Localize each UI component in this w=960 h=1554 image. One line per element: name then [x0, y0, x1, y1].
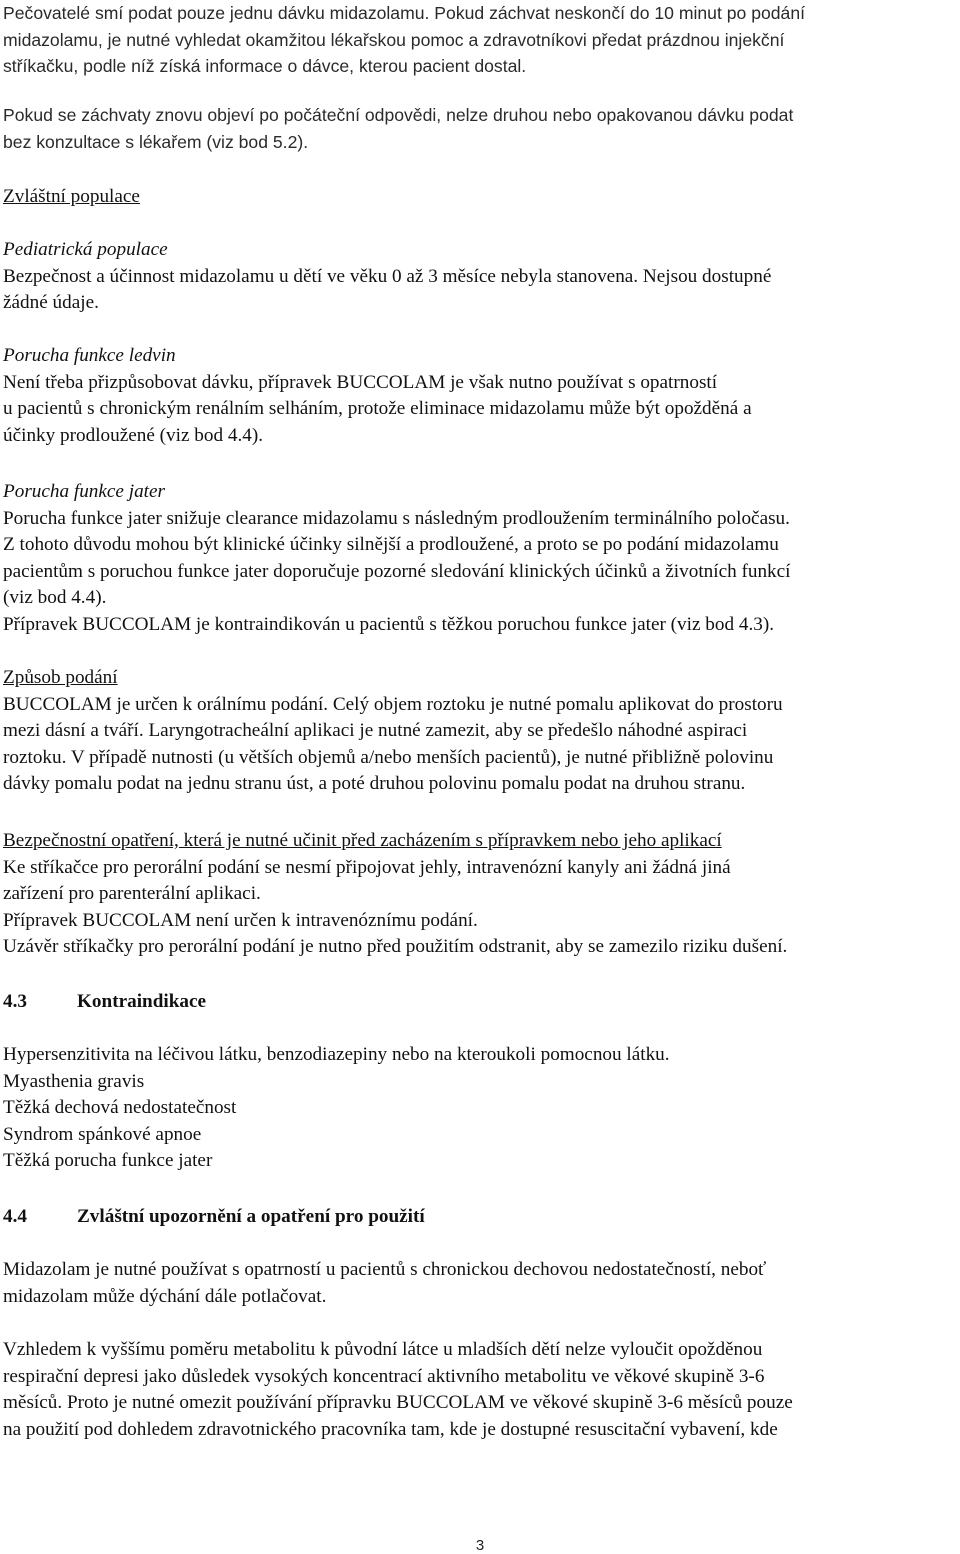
text-line: Není třeba přizpůsobovat dávku, přípravek BUCCOLAM je však nutno používat s opatrností	[3, 371, 718, 393]
warning-paragraph-1	[3, 1257, 766, 1310]
section-number: 4.3	[3, 991, 27, 1012]
text-line: u pacientů s chronickým renálním selháním, protože eliminace midazolamu může být opožděná a	[3, 398, 752, 419]
text-line: Bezpečnost a účinnost midazolamu u dětí ve věku 0 až 3 měsíce nebyla stanovena. Nejsou dostupné	[3, 265, 772, 287]
pediatric-section	[3, 237, 771, 317]
text-line: zařízení pro parenterální aplikaci.	[3, 883, 261, 904]
text-line: midazolam může dýchání dále potlačovat.	[3, 1285, 327, 1307]
text-line: stříkačku, podle níž získá informace o dávce, kterou pacient dostal.	[3, 56, 527, 76]
text-line: Přípravek BUCCOLAM není určen k intravenóznímu podání.	[3, 909, 478, 931]
list-item: Hypersenzitivita na léčivou látku, benzodiazepiny nebo na kteroukoli pomocnou látku.	[3, 1044, 670, 1065]
section-title: Kontraindikace	[77, 991, 206, 1012]
list-item: Myasthenia gravis	[3, 1070, 145, 1092]
administration-heading: Způsob podání	[3, 667, 118, 688]
text-line: (viz bod 4.4).	[3, 587, 107, 608]
text-line: mezi dásní a tváří. Laryngotracheální aplikaci je nutné zamezit, aby se předešlo náhodné aspiraci	[3, 720, 748, 741]
text-line: na použití pod dohledem zdravotnického pracovníka tam, kde je dostupné resuscitační vybavení, kde	[3, 1418, 778, 1440]
text-line: midazolamu, je nutné vyhledat okamžitou lékařskou pomoc a zdravotníkovi předat prázdnou injekční	[3, 29, 785, 50]
text-line: měsíců. Proto je nutné omezit používání přípravku BUCCOLAM ve věkové skupině 3-6 měsíců pouze	[3, 1392, 793, 1413]
text-line: Přípravek BUCCOLAM je kontraindikován u pacientů s těžkou poruchou funkce jater (viz bod 4.3).	[3, 613, 775, 635]
text-line: Pokud se záchvaty znovu objeví po počáteční odpovědi, nelze druhou nebo opakovanou dávku podat	[3, 105, 794, 125]
pediatric-subheading: Pediatrická populace	[3, 239, 168, 260]
precautions-heading: Bezpečnostní opatření, která je nutné učinit před zacházením s přípravkem nebo jeho aplikací	[3, 830, 722, 851]
text-line: Midazolam je nutné používat s opatrností u pacientů s chronickou dechovou nedostatečností, neboť	[3, 1259, 767, 1280]
intro-paragraph-2	[3, 102, 793, 155]
list-item: Těžká porucha funkce jater	[3, 1150, 213, 1171]
list-item: Syndrom spánkové apnoe	[3, 1123, 202, 1145]
text-line: dávky pomalu podat na jednu stranu úst, a poté druhou polovinu pomalu podat na druhou stranu.	[3, 773, 746, 794]
section-4-4-heading	[3, 1204, 425, 1231]
text-line: roztoku. V případě nutnosti (u větších objemů a/nebo menších pacientů), je nutné přibližně polovinu	[3, 746, 774, 768]
text-line: Ke stříkačce pro perorální podání se nesmí připojovat jehly, intravenózní kanyly ani žádná jiná	[3, 856, 731, 878]
page-number: 3	[475, 1537, 485, 1554]
text-line: žádné údaje.	[3, 292, 99, 313]
section-number: 4.4	[3, 1206, 27, 1227]
renal-subheading: Porucha funkce ledvin	[3, 345, 176, 366]
text-line: respirační depresi jako důsledek vysokých koncentrací aktivního metabolitu ve věkové skupině 3-6	[3, 1365, 765, 1387]
section-title: Zvláštní upozornění a opatření pro použití	[77, 1206, 425, 1227]
hepatic-section	[3, 479, 791, 638]
intro-paragraph-1	[3, 0, 805, 80]
administration-section	[3, 665, 783, 798]
text-line: Vzhledem k vyššímu poměru metabolitu k původní látce u mladších dětí nelze vyloučit opožděnou	[3, 1339, 763, 1360]
text-line: Pečovatelé smí podat pouze jednu dávku midazolamu. Pokud záchvat neskončí do 10 minut po podání	[3, 3, 806, 23]
contraindications-list	[3, 1042, 670, 1175]
renal-section	[3, 343, 752, 449]
text-line: Uzávěr stříkačky pro perorální podání je nutno před použitím odstranit, aby se zamezilo riziku dušení.	[3, 936, 788, 957]
section-4-3-heading	[3, 989, 206, 1016]
text-line: Z tohoto důvodu mohou být klinické účinky silnější a prodloužené, a proto se po podání midazolamu	[3, 534, 779, 555]
text-line: Porucha funkce jater snižuje clearance midazolamu s následným prodloužením terminálního poločasu.	[3, 507, 790, 529]
text-line: bez konzultace s lékařem (viz bod 5.2).	[3, 131, 309, 152]
hepatic-subheading: Porucha funkce jater	[3, 481, 165, 502]
warning-paragraph-2	[3, 1337, 793, 1443]
text-line: BUCCOLAM je určen k orálnímu podání. Celý objem roztoku je nutné pomalu aplikovat do prostoru	[3, 693, 783, 715]
text-line: pacientům s poruchou funkce jater doporučuje pozorné sledování klinických účinků a životních funkcí	[3, 560, 791, 582]
list-item: Těžká dechová nedostatečnost	[3, 1097, 237, 1118]
special-populations-heading: Zvláštní populace	[3, 186, 140, 207]
precautions-section	[3, 828, 787, 961]
text-line: účinky prodloužené (viz bod 4.4).	[3, 424, 264, 446]
